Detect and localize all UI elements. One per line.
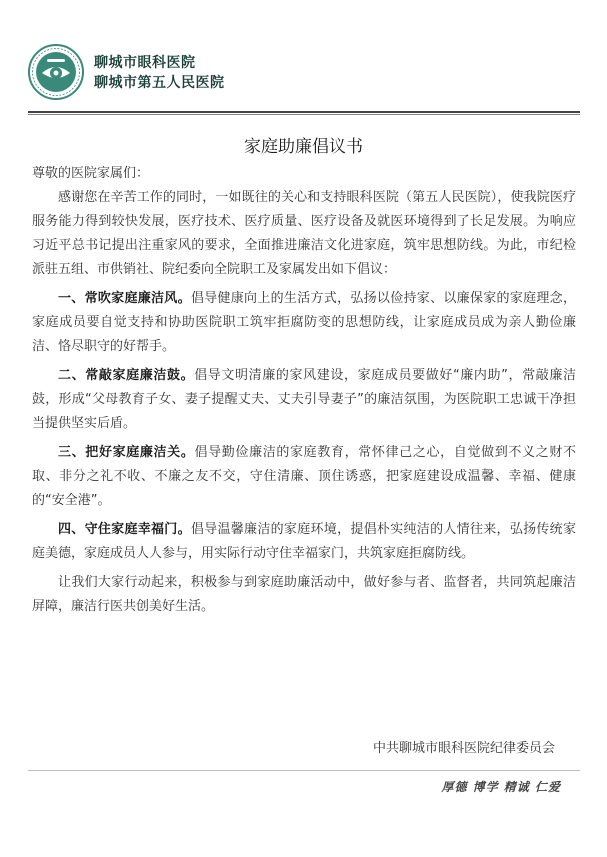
- paragraph-text: 倡导温馨廉洁的家庭环境，提倡朴实纯洁的人情往来，弘扬传统家庭美德，家庭成员人人参与，用实际行动守住幸福家门，共筑家庭拒腐防线。: [32, 522, 576, 561]
- paragraph-item-4: [32, 518, 576, 566]
- paragraph-lead: 二、常敲家庭廉洁鼓。: [58, 368, 195, 383]
- paragraph-text: 让我们大家行动起来，积极参与到家庭助廉活动中，做好参与者、监督者，共同筑起廉洁屏障，廉洁行医共创美好生活。: [32, 575, 576, 614]
- paragraph-text: 倡导勤俭廉洁的家庭教育，常怀律己之心，自觉做到不义之财不取、非分之礼不收、不廉之友不交，守住清廉、顶住诱惑，把家庭建设成温馨、幸福、健康的“安全港”。: [32, 445, 576, 508]
- hospital-motto: 厚德 博学 精诚 仁爱: [441, 780, 561, 794]
- footer-divider: [28, 770, 580, 771]
- document-title: 家庭助廉倡议书: [244, 137, 363, 157]
- paragraph-closing: [32, 571, 576, 619]
- paragraph-lead: 四、守住家庭幸福门。: [58, 522, 191, 537]
- header-divider: [28, 111, 580, 113]
- paragraph-item-1: [32, 287, 576, 359]
- paragraph-item-2: [32, 364, 576, 436]
- signature: 中共聊城市眼科医院纪律委员会: [372, 741, 555, 756]
- hospital-names: [94, 53, 225, 93]
- hospital-name-primary: 聊城市眼科医院: [94, 55, 196, 71]
- letterhead: [28, 44, 588, 102]
- hospital-name-secondary: 聊城市第五人民医院: [94, 75, 225, 91]
- greeting: 尊敬的医院家属们：: [32, 166, 150, 181]
- paragraph-text: 倡导文明清廉的家风建设，家庭成员要做好“廉内助”，常敲廉洁鼓，形成“父母教育子女、妻子提醒丈夫、丈夫引导妻子”的廉洁氛围，为医院职工忠诚干净担当提供坚实后盾。: [32, 368, 576, 431]
- document-body: [32, 162, 576, 619]
- paragraph-text: 倡导健康向上的生活方式，弘扬以俭持家、以廉保家的家庭理念，家庭成员要自觉支持和协助医院职工筑牢拒腐防变的思想防线，让家庭成员成为亲人勤俭廉洁、恪尽职守的好帮手。: [32, 291, 576, 354]
- paragraph-text: 感谢您在辛苦工作的同时，一如既往的关心和支持眼科医院（第五人民医院），使我院医疗服务能力得到较快发展，医疗技术、医疗质量、医疗设备及就医环境得到了长足发展。为响应习近平总书记提出注重家风的要求，全面推进廉洁文化进家庭，筑牢思想防线。为此，市纪检派驻五组、市供销社、院纪委向全院职工及家属发出如下倡议：: [32, 190, 576, 277]
- paragraph-item-3: [32, 441, 576, 513]
- paragraph-lead: 三、把好家庭廉洁关。: [58, 445, 195, 460]
- paragraph-lead: 一、常吹家庭廉洁风。: [58, 291, 191, 306]
- paragraph-intro: [32, 186, 576, 282]
- header-divider-thin: [28, 114, 580, 115]
- hospital-eye-seal-icon: [28, 44, 84, 100]
